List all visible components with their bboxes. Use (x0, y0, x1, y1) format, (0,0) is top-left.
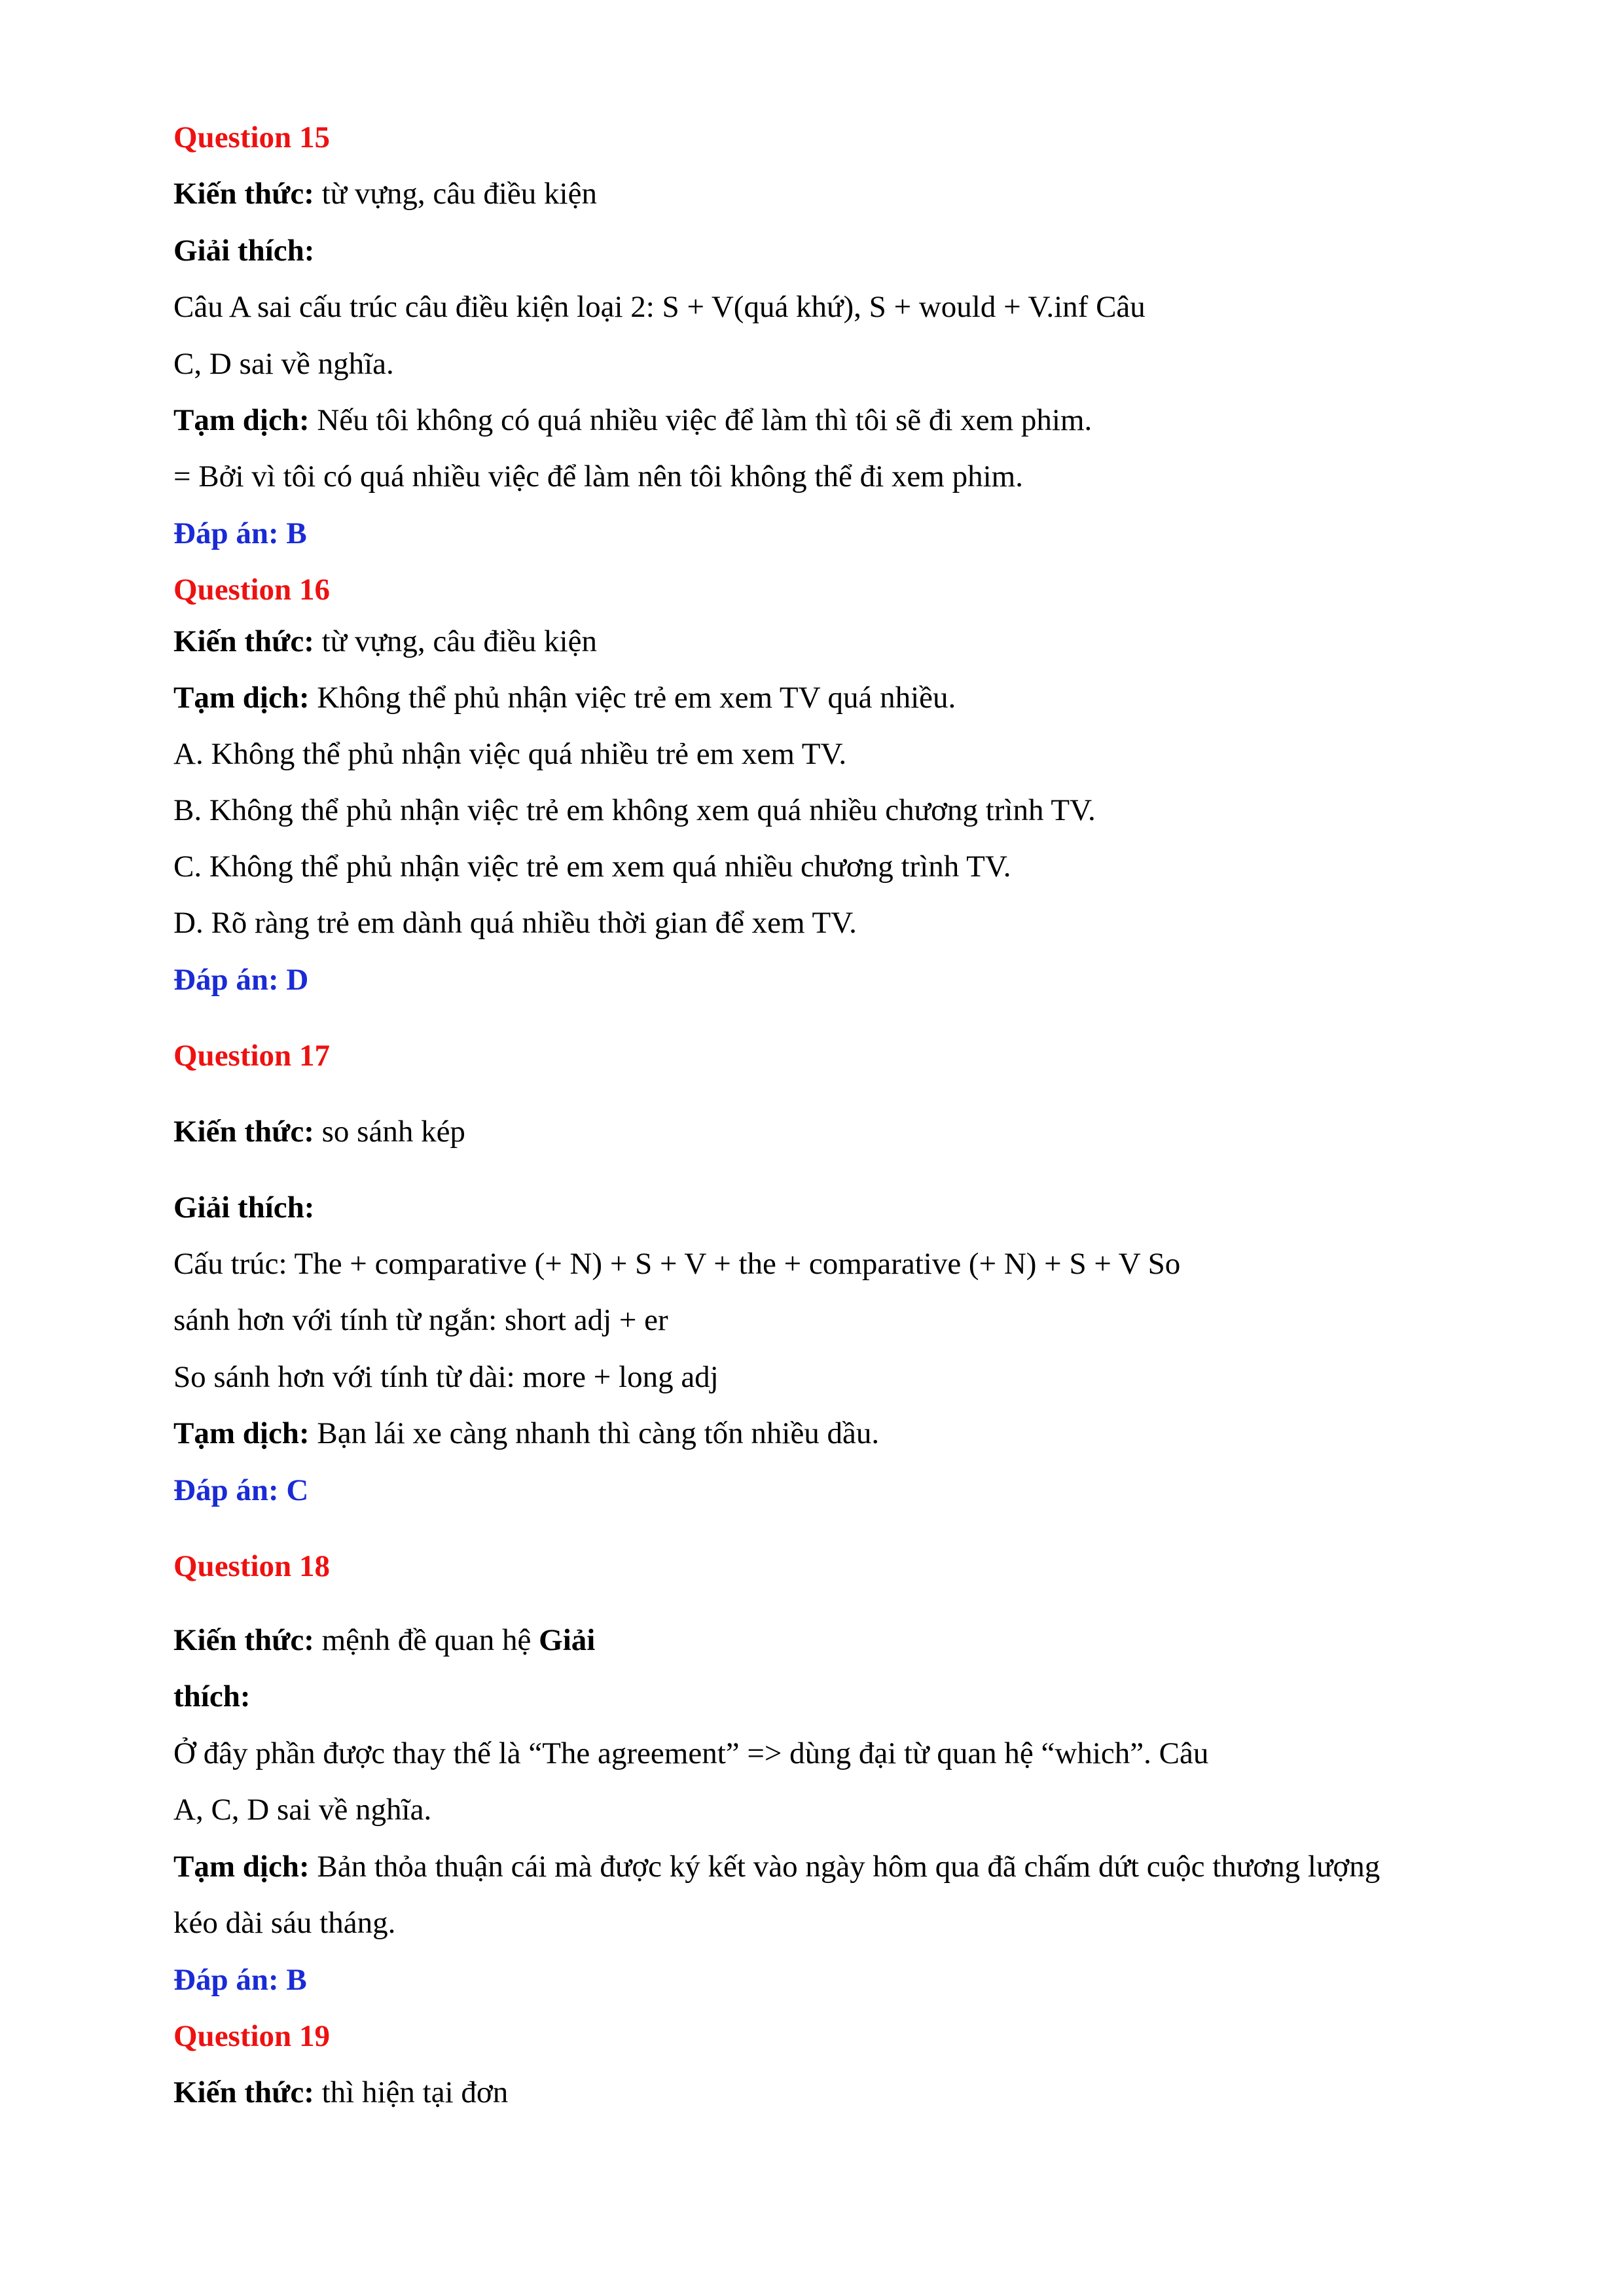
q18-translation-text: Bản thỏa thuận cái mà được ký kết vào ngày hôm qua đã chấm dứt cuộc thương lượng (317, 1850, 1380, 1884)
knowledge-label: Kiến thức: (173, 177, 314, 211)
q16-option-b: B. Không thể phủ nhận việc trẻ em không xem quá nhiều chương trình TV. (173, 793, 1096, 827)
q16-knowledge (173, 622, 597, 661)
q16-option-c: C. Không thể phủ nhận việc trẻ em xem quá nhiều chương trình TV. (173, 850, 1011, 884)
translation-label: Tạm dịch: (173, 681, 310, 715)
knowledge-label: Kiến thức: (173, 1115, 314, 1149)
q19-knowledge (173, 2073, 508, 2112)
q18-explain-label (173, 1677, 251, 1716)
translation-label: Tạm dịch: (173, 1416, 310, 1450)
knowledge-label: Kiến thức: (173, 624, 314, 658)
q15-answer: Đáp án: B (173, 516, 307, 550)
explain-label: Giải thích: (173, 234, 315, 268)
knowledge-label: Kiến thức: (173, 2075, 314, 2109)
q17-answer: Đáp án: C (173, 1473, 309, 1507)
q17-knowledge-text: so sánh kép (321, 1115, 465, 1149)
q17-translation-text: Bạn lái xe càng nhanh thì càng tốn nhiều dầu. (317, 1416, 880, 1450)
q17-explain-label (173, 1188, 314, 1227)
question-15-title: Question 15 (173, 120, 330, 154)
q16-knowledge-text: từ vựng, câu điều kiện (321, 624, 597, 658)
q16-option-a: A. Không thể phủ nhận việc quá nhiều trẻ em xem TV. (173, 737, 847, 771)
q16-option-d: D. Rõ ràng trẻ em dành quá nhiều thời gian để xem TV. (173, 906, 857, 940)
q16-answer: Đáp án: D (173, 963, 309, 997)
q18-explain-line-1: Ở đây phần được thay thế là “The agreement” => dùng đại từ quan hệ “which”. Câu (173, 1736, 1209, 1770)
q17-explain-line-3: So sánh hơn với tính từ dài: more + long adj (173, 1360, 719, 1394)
q17-explain-line-1: Cấu trúc: The + comparative (+ N) + S + V + the + comparative (+ N) + S + V So (173, 1247, 1181, 1281)
q18-answer: Đáp án: B (173, 1963, 307, 1997)
question-16-title: Question 16 (173, 573, 330, 607)
q17-knowledge (173, 1112, 465, 1151)
question-19-title: Question 19 (173, 2019, 330, 2053)
q15-knowledge-text: từ vựng, câu điều kiện (321, 177, 597, 211)
q16-translation (173, 678, 956, 717)
question-17-title: Question 17 (173, 1039, 330, 1073)
q18-knowledge-text: mệnh đề quan hệ (321, 1623, 532, 1657)
translation-label: Tạm dịch: (173, 1850, 310, 1884)
explain-label-part-2: thích: (173, 1679, 251, 1713)
q15-translation-line-2: = Bởi vì tôi có quá nhiều việc để làm nên tôi không thể đi xem phim. (173, 459, 1023, 493)
q15-explain-line-1: Câu A sai cấu trúc câu điều kiện loại 2: S + V(quá khứ), S + would + V.inf Câu (173, 290, 1146, 324)
q18-explain-line-2: A, C, D sai về nghĩa. (173, 1793, 432, 1827)
q19-knowledge-text: thì hiện tại đơn (321, 2075, 509, 2109)
q18-translation (173, 1847, 1380, 1886)
q17-translation (173, 1414, 879, 1453)
q18-translation-line-2: kéo dài sáu tháng. (173, 1906, 396, 1940)
q15-explain-line-2: C, D sai về nghĩa. (173, 347, 394, 381)
q17-explain-line-2: sánh hơn với tính từ ngắn: short adj + er (173, 1303, 668, 1337)
knowledge-label: Kiến thức: (173, 1623, 314, 1657)
translation-label: Tạm dịch: (173, 403, 310, 437)
q16-translation-text: Không thể phủ nhận việc trẻ em xem TV quá nhiều. (317, 681, 956, 715)
explain-label: Giải thích: (173, 1191, 315, 1225)
q18-knowledge (173, 1621, 595, 1660)
q15-knowledge (173, 174, 597, 213)
q15-translation-text: Nếu tôi không có quá nhiều việc để làm thì tôi sẽ đi xem phim. (317, 403, 1092, 437)
q15-explain-label (173, 231, 314, 270)
question-18-title: Question 18 (173, 1549, 330, 1583)
q15-translation (173, 401, 1092, 440)
explain-label-part-1: Giải (539, 1623, 596, 1657)
